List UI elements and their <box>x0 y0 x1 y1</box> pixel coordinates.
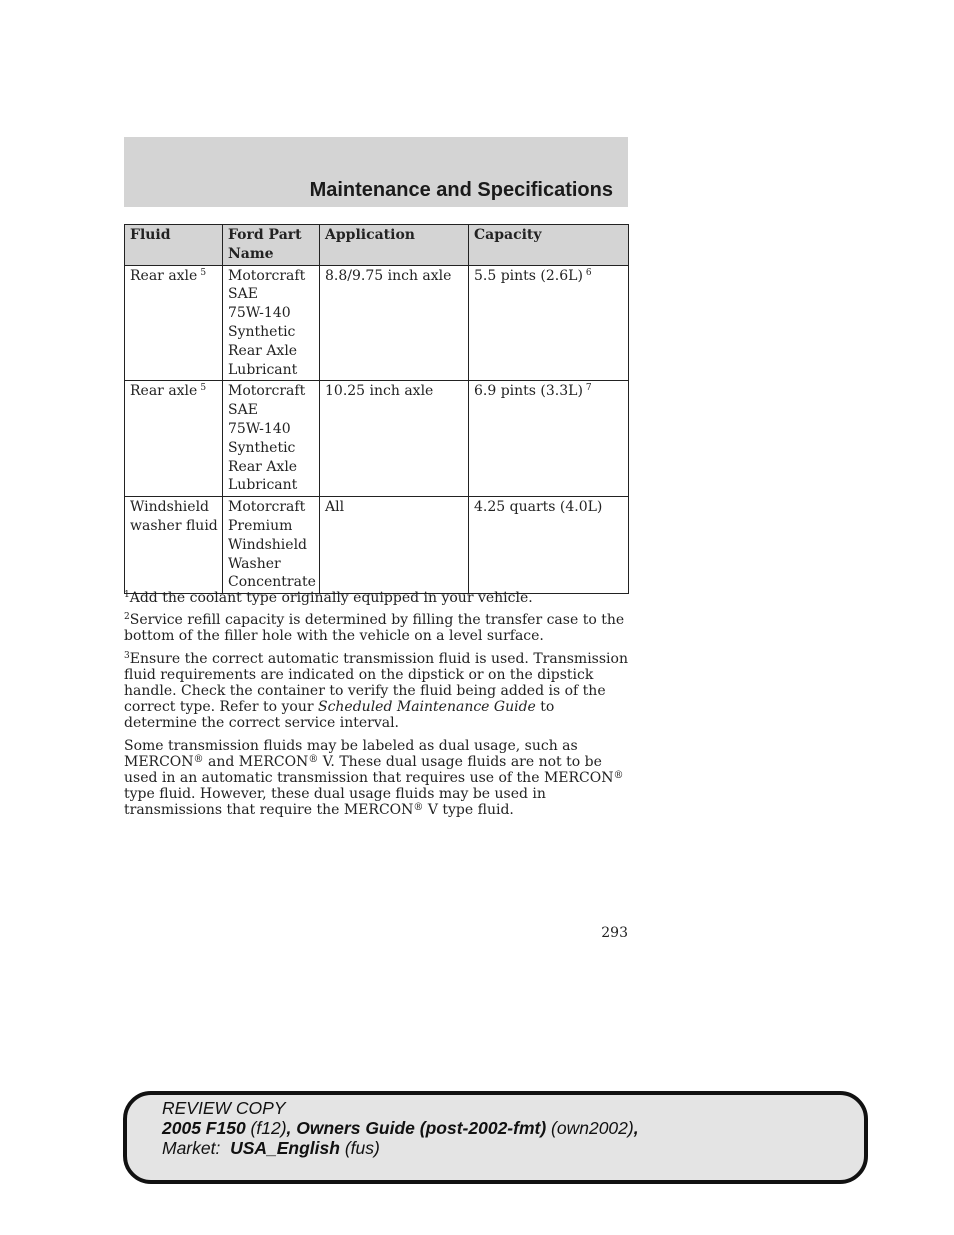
column-header-part-name: Ford Part Name <box>223 225 320 266</box>
registered-mark: ® <box>308 753 319 765</box>
footnotes <box>124 590 630 825</box>
footnote-ref: 6 <box>585 267 592 278</box>
registered-mark: ® <box>413 802 424 814</box>
cell-application: 10.25 inch axle <box>320 381 469 497</box>
market-line: Market: USA_English (fus) <box>162 1138 380 1158</box>
column-header-capacity: Capacity <box>469 225 629 266</box>
table-row <box>125 381 629 497</box>
guide-reference: Scheduled Maintenance Guide <box>317 699 536 716</box>
document-info-line: 2005 F150 (f12), Owners Guide (post-2002-fmt) (own2002), <box>162 1118 639 1138</box>
review-copy-text <box>162 1098 639 1158</box>
footnote-ref: 7 <box>585 383 592 394</box>
table-row <box>125 497 629 594</box>
cell-application: 8.8/9.75 inch axle <box>320 265 469 381</box>
page-number: 293 <box>601 925 628 941</box>
cell-part-name: Motorcraft SAE 75W-140 Synthetic Rear Axle Lubricant <box>223 265 320 381</box>
review-copy-box <box>123 1091 868 1184</box>
cell-fluid: Rear axle $^5$ <box>125 381 223 497</box>
fluid-spec-table <box>124 224 629 594</box>
table-row <box>125 265 629 381</box>
footnote-ref: 5 <box>200 383 207 394</box>
cell-capacity: 4.25 quarts (4.0L) <box>469 497 629 594</box>
cell-fluid: Rear axle $^5$ <box>125 265 223 381</box>
footnote-ref: 5 <box>200 267 207 278</box>
registered-mark: ® <box>613 770 624 782</box>
cell-fluid: Windshield washer fluid <box>125 497 223 594</box>
mercon-note: Some transmission fluids may be labeled as dual usage, such as MERCON® and MERCON® V. These dual usage fluids are not to be used in an automatic transmission that requires use of the MERCON® type fluid. However, these dual usage fluids may be used in transmissions that require the MERCON® V type fluid. <box>124 737 624 819</box>
review-copy-label: REVIEW COPY <box>162 1098 286 1118</box>
cell-application: All <box>320 497 469 594</box>
footnote-3: $^3$Ensure the correct automatic transmission fluid is used. Transmission fluid requirements are indicated on the dipstick or on the dipstick handle. Check the container to verify the fluid being added is of the correct type. Refer to your Scheduled Maintenance Guide to determine the correct service interval. <box>124 650 628 732</box>
cell-capacity: 5.5 pints (2.6L) $^6$ <box>469 265 629 381</box>
registered-mark: ® <box>193 753 204 765</box>
section-title: Maintenance and Specifications <box>309 179 613 201</box>
cell-capacity: 6.9 pints (3.3L) $^7$ <box>469 381 629 497</box>
section-header-band <box>124 137 628 207</box>
table-header-row <box>125 225 629 266</box>
cell-part-name: Motorcraft Premium Windshield Washer Concentrate <box>223 497 320 594</box>
column-header-application: Application <box>320 225 469 266</box>
column-header-fluid: Fluid <box>125 225 223 266</box>
footnote-2: $^2$Service refill capacity is determined by filling the transfer case to the bottom of the filler hole with the vehicle on a level surface. <box>124 612 625 645</box>
cell-part-name: Motorcraft SAE 75W-140 Synthetic Rear Axle Lubricant <box>223 381 320 497</box>
footnote-1: $^1$Add the coolant type originally equipped in your vehicle. <box>124 590 533 606</box>
